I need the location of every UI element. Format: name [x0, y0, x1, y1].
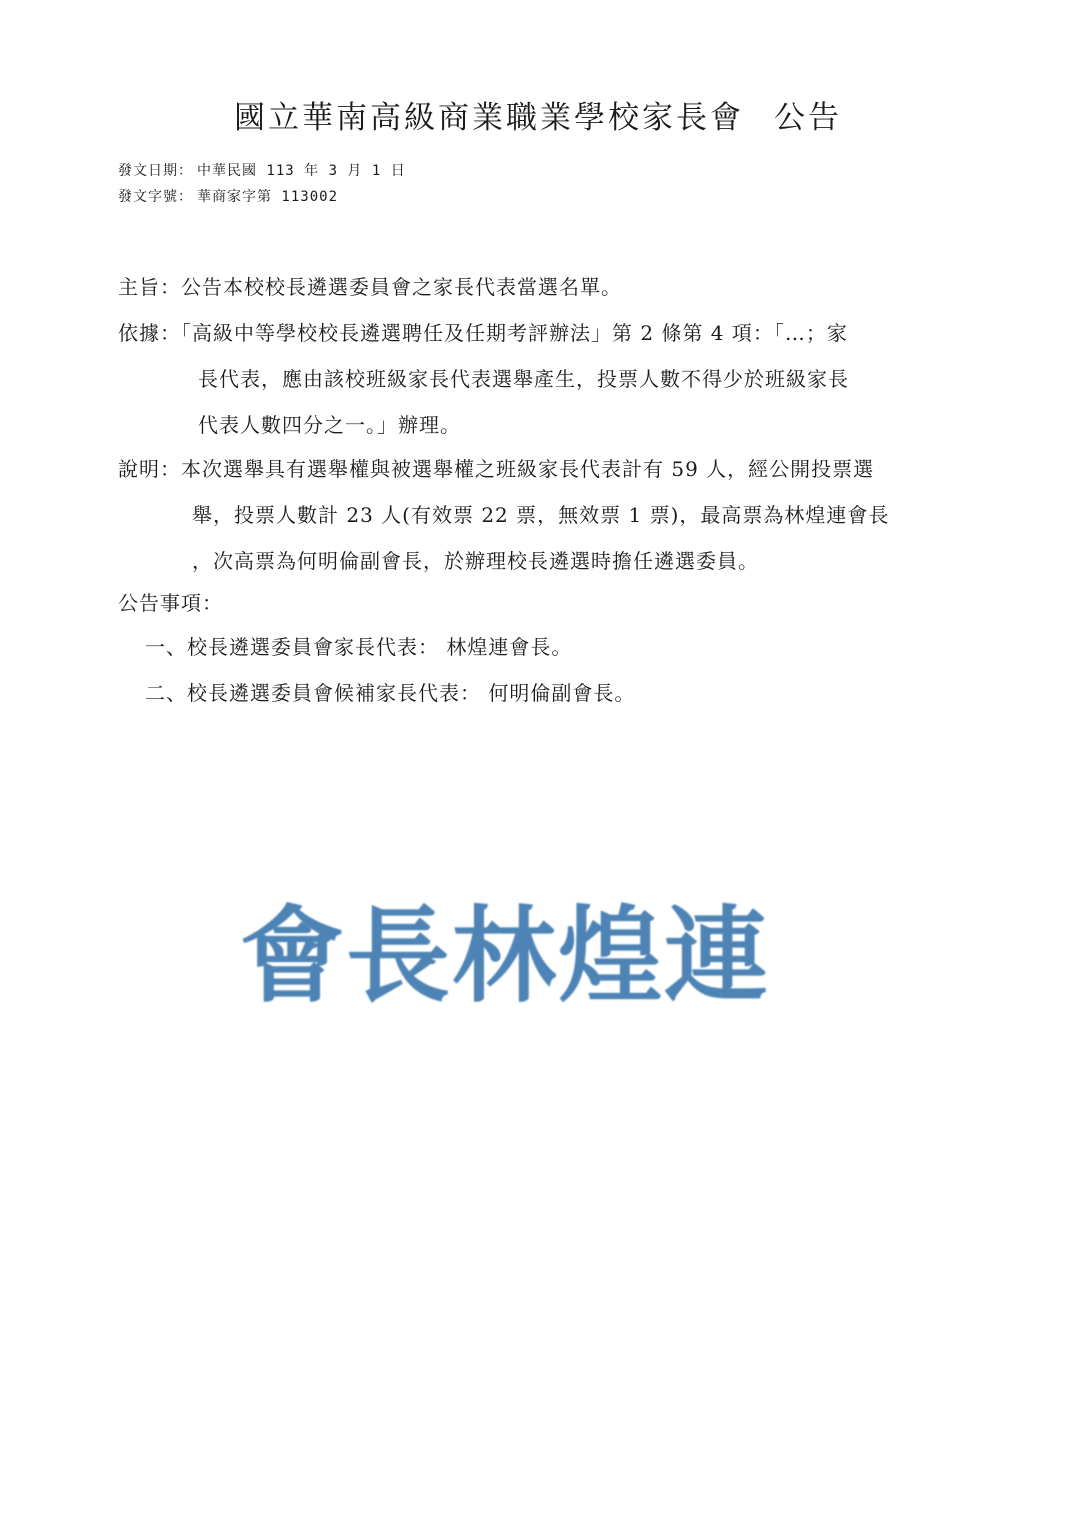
notice-item-marker: 一、: [145, 635, 187, 659]
basis-line-3: 代表人數四分之一。」辦理。: [198, 413, 461, 437]
doc-number-line: [118, 186, 338, 208]
basis-line-2: 長代表，應由該校班級家長代表選舉產生，投票人數不得少於班級家長: [198, 367, 849, 391]
signature-stamp-graphic: [230, 880, 790, 1020]
explanation-label: 說明：: [118, 457, 181, 481]
notice-item: [145, 624, 1045, 670]
notice-item-text: 校長遴選委員會候補家長代表：: [187, 681, 481, 705]
notice-item-marker: 二、: [145, 681, 187, 705]
issue-date-line: [118, 160, 406, 182]
basis-label: 依據：: [118, 321, 181, 345]
notice-item-value: 林煌連會長。: [446, 635, 573, 659]
issue-date-label: 發文日期：: [118, 163, 193, 179]
signature-stamp: [230, 880, 790, 1020]
explanation-line-2: 舉，投票人數計 23 人(有效票 22 票，無效票 1 票)，最高票為林煌連會長: [192, 503, 890, 527]
notice-item-text: 校長遴選委員會家長代表：: [187, 635, 439, 659]
basis-section: [118, 310, 1018, 448]
doc-number-label: 發文字號：: [118, 189, 193, 205]
notice-label: 公告事項：: [118, 591, 223, 615]
explanation-line-1: 本次選舉具有選舉權與被選舉權之班級家長代表計有 59 人，經公開投票選: [181, 457, 875, 481]
org-name: 國立華南高級商業職業學校家長會: [234, 100, 744, 136]
basis-line-1: 「高級中等學校校長遴選聘任及任期考評辦法」第 2 條第 4 項：「…；家: [181, 321, 848, 345]
subject-section: [118, 264, 1018, 310]
explanation-line-3: ，次高票為何明倫副會長，於辦理校長遴選時擔任遴選委員。: [192, 549, 759, 573]
explanation-section: [118, 446, 1018, 584]
doc-type: 公告: [774, 100, 842, 136]
notice-heading: [118, 580, 1018, 626]
subject-label: 主旨：: [118, 275, 181, 299]
document-title: [0, 96, 1076, 140]
notice-item-value: 何明倫副會長。: [488, 681, 636, 705]
issue-date: 中華民國 113 年 3 月 1 日: [197, 163, 406, 179]
signature-text: 會長林煌連: [240, 894, 771, 1017]
subject-text: 公告本校校長遴選委員會之家長代表當選名單。: [181, 275, 622, 299]
notice-item: [145, 670, 1045, 716]
doc-number: 華商家字第 113002: [197, 189, 339, 205]
